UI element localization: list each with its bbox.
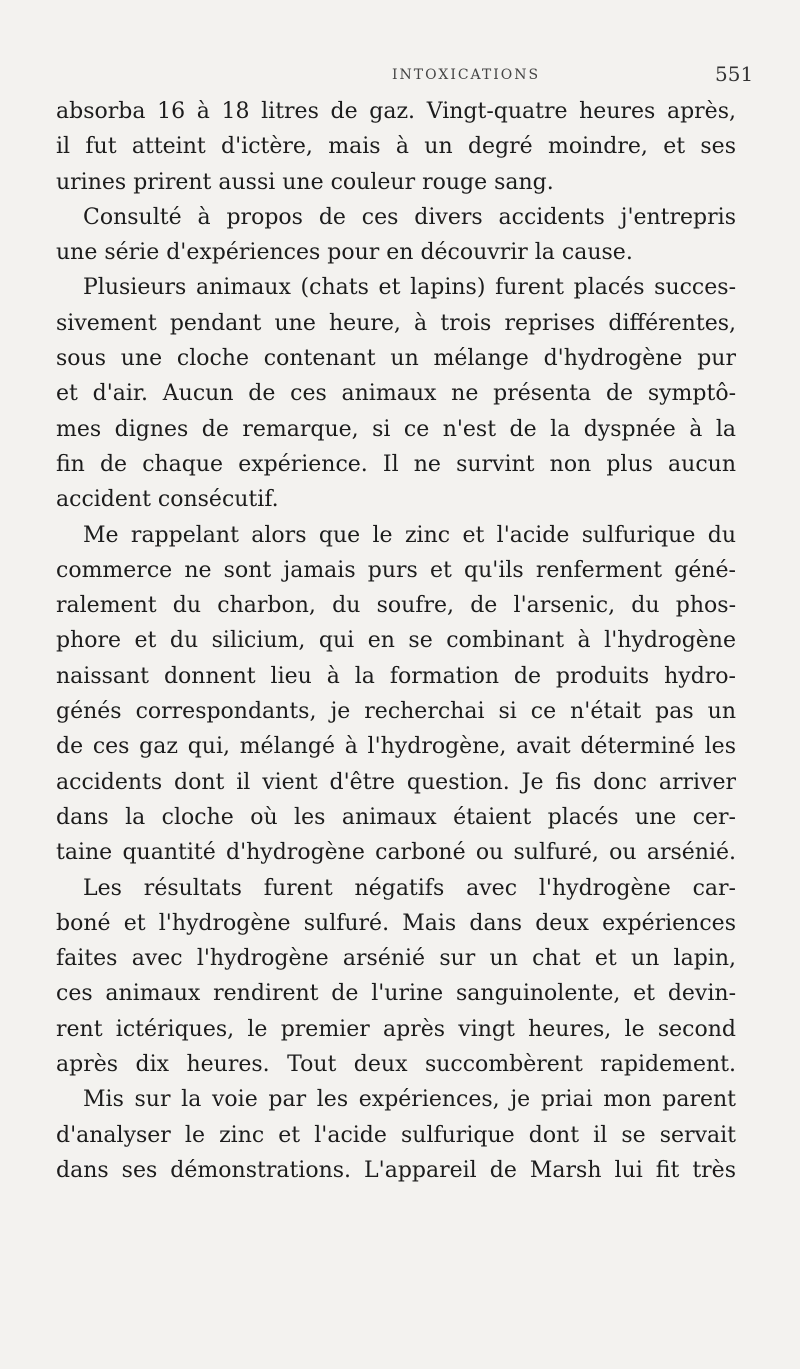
text-line: ralement du charbon, du soufre, de l'arsenic, du phos-: [56, 593, 736, 619]
text-line: et d'air. Aucun de ces animaux ne présenta de symptô-: [56, 381, 736, 407]
text-line: accident consécutif.: [56, 487, 279, 513]
text-line: Consulté à propos de ces divers accidents j'entrepris: [83, 204, 736, 230]
text-line: sivement pendant une heure, à trois reprises différentes,: [56, 310, 736, 336]
text-line: mes dignes de remarque, si ce n'est de la dyspnée à la: [56, 416, 736, 442]
text-line: génés correspondants, je recherchai si ce n'était pas un: [56, 699, 736, 725]
text-line: après dix heures. Tout deux succombèrent rapidement.: [56, 1052, 736, 1078]
text-line: naissant donnent lieu à la formation de produits hydro-: [56, 663, 736, 689]
text-line: absorba 16 à 18 litres de gaz. Vingt-quatre heures après,: [56, 99, 736, 124]
text-line: Les résultats furent négatifs avec l'hydrogène car-: [83, 875, 736, 901]
text-line: sous une cloche contenant un mélange d'hydrogène pur: [56, 346, 736, 372]
text-line: taine quantité d'hydrogène carboné ou sulfuré, ou arsénié.: [56, 840, 736, 866]
text-line: Plusieurs animaux (chats et lapins) furent placés succes-: [83, 275, 736, 301]
text-line: ces animaux rendirent de l'urine sanguinolente, et devin-: [56, 981, 736, 1007]
page-number: 551: [715, 62, 754, 86]
text-line: boné et l'hydrogène sulfuré. Mais dans deux expériences: [56, 910, 736, 936]
text-line: faites avec l'hydrogène arsénié sur un chat et un lapin,: [56, 946, 736, 972]
text-line: de ces gaz qui, mélangé à l'hydrogène, avait déterminé les: [56, 734, 736, 760]
text-line: il fut atteint d'ictère, mais à un degré moindre, et ses: [56, 134, 736, 160]
running-title: INTOXICATIONS: [392, 67, 541, 83]
text-line: urines prirent aussi une couleur rouge sang.: [56, 169, 554, 195]
text-line: commerce ne sont jamais purs et qu'ils renferment géné-: [56, 557, 736, 583]
text-line: dans la cloche où les animaux étaient placés une cer-: [56, 804, 736, 830]
body-text: [56, 94, 736, 1188]
text-line: fin de chaque expérience. Il ne survint non plus aucun: [56, 451, 736, 477]
text-line: dans ses démonstrations. L'appareil de Marsh lui fit très: [56, 1157, 736, 1183]
text-line: Me rappelant alors que le zinc et l'acide sulfurique du: [83, 522, 736, 548]
text-line: Mis sur la voie par les expériences, je priai mon parent: [83, 1087, 736, 1113]
text-line: d'analyser le zinc et l'acide sulfurique dont il se servait: [56, 1122, 736, 1148]
text-line: phore et du silicium, qui en se combinant à l'hydrogène: [56, 628, 736, 654]
text-line: rent ictériques, le premier après vingt heures, le second: [56, 1016, 736, 1042]
text-line: une série d'expériences pour en découvrir la cause.: [56, 240, 633, 266]
text-line: accidents dont il vient d'être question. Je fis donc arriver: [56, 769, 736, 795]
